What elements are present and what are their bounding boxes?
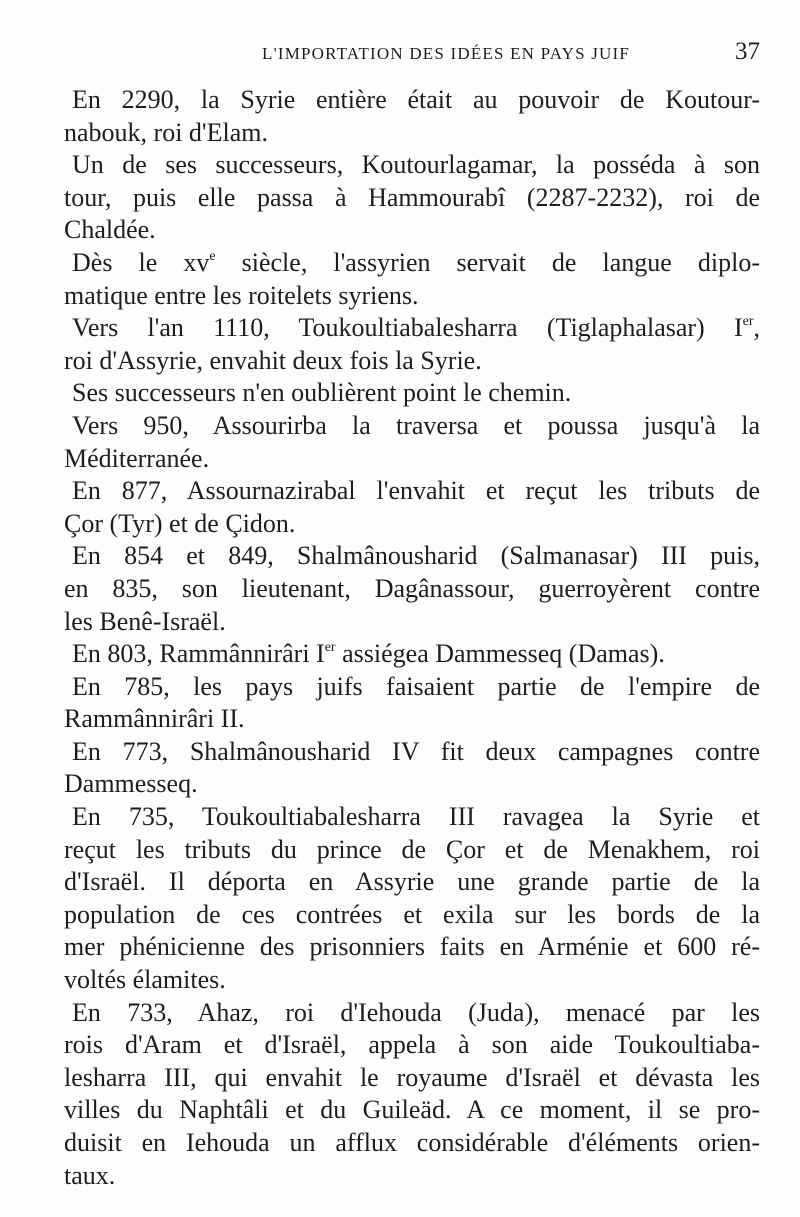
paragraph xyxy=(64,377,760,410)
text-line: taux. xyxy=(64,1160,116,1190)
text-line: duisit en Iehouda un afflux considérable d'éléments orien- xyxy=(64,1128,760,1157)
running-title: L'IMPORTATION DES IDÉES EN PAYS JUIF xyxy=(261,44,631,63)
paragraph xyxy=(64,84,760,149)
text-line: Méditerranée. xyxy=(64,443,210,473)
text-line: matique entre les roitelets syriens. xyxy=(64,280,419,310)
superscript: er xyxy=(324,640,336,656)
text-line: Chaldée. xyxy=(64,215,156,245)
text-line: Un de ses successeurs, Koutourlagamar, la posséda à son xyxy=(72,150,760,180)
text-line: Dammesseq. xyxy=(64,769,198,799)
text-line: lesharra III, qui envahit le royaume d'Israël et dévasta les xyxy=(64,1062,760,1092)
text-line: En 854 et 849, Shalmânousharid (Salmanasar) III puis, xyxy=(72,541,760,571)
text-line: les Benê-Israël. xyxy=(64,606,226,636)
text-line: En 733, Ahaz, roi d'Iehouda (Juda), menacé par les xyxy=(72,997,760,1027)
page-number: 37 xyxy=(735,38,760,65)
text-line: population de ces contrées et exila sur les bords de la xyxy=(64,899,760,929)
text-line: Vers 950, Assourirba la traversa et poussa jusqu'à la xyxy=(72,410,760,440)
text-line: nabouk, roi d'Elam. xyxy=(64,117,268,147)
paragraph xyxy=(64,149,760,247)
text-line: d'Israël. Il déporta en Assyrie une grande partie de la xyxy=(64,867,760,897)
text-line: reçut les tributs du prince de Çor et de Menakhem, roi xyxy=(64,834,760,864)
running-head xyxy=(62,38,760,68)
text-line: En 877, Assournazirabal l'envahit et reçut les tributs de xyxy=(72,476,760,506)
paragraph xyxy=(64,997,760,1193)
superscript: e xyxy=(209,248,216,264)
body-text xyxy=(64,84,760,1192)
text-line: En 785, les pays juifs faisaient partie de l'empire de xyxy=(72,671,760,701)
paragraph xyxy=(64,247,760,312)
text-line: Rammânnirâri II. xyxy=(64,704,245,734)
text-line: voltés élamites. xyxy=(64,965,226,995)
paragraph xyxy=(64,736,760,801)
text-line: en 835, son lieutenant, Dagânassour, guerroyèrent contre xyxy=(64,573,760,603)
superscript: er xyxy=(742,314,754,330)
paragraph xyxy=(64,801,760,997)
text-line: tour, puis elle passa à Hammourabî (2287-2232), roi de xyxy=(64,182,760,212)
text-line: mer phénicienne des prisonniers faits en Arménie et 600 ré- xyxy=(64,932,760,962)
text-line: Dès le $xv^e$ siècle, l'assyrien servait de langue diplo- xyxy=(72,247,760,277)
paragraph xyxy=(64,540,760,638)
text-line: Vers l'an 1110, Toukoultiabalesharra (Tiglaphalasar) Ier, xyxy=(72,313,760,343)
text-line: En 803, Rammânnirâri Ier assiégea Dammesseq (Damas). xyxy=(72,639,665,669)
paragraph xyxy=(64,312,760,377)
text-line: Çor (Tyr) et de Çidon. xyxy=(64,508,296,538)
paragraph xyxy=(64,638,760,671)
paragraph xyxy=(64,475,760,540)
text-line: En 735, Toukoultiabalesharra III ravagea la Syrie et xyxy=(72,802,760,832)
text-line: roi d'Assyrie, envahit deux fois la Syrie. xyxy=(64,345,482,375)
paragraph xyxy=(64,410,760,475)
text-line: En 773, Shalmânousharid IV fit deux campagnes contre xyxy=(72,736,760,766)
text-line: rois d'Aram et d'Israël, appela à son aide Toukoultiaba- xyxy=(64,1030,760,1060)
text-line: villes du Naphtâli et du Guileäd. A ce moment, il se pro- xyxy=(64,1095,760,1125)
text-line: Ses successeurs n'en oublièrent point le chemin. xyxy=(72,378,572,408)
paragraph xyxy=(64,671,760,736)
text-line: En 2290, la Syrie entière était au pouvoir de Koutour- xyxy=(72,85,760,114)
